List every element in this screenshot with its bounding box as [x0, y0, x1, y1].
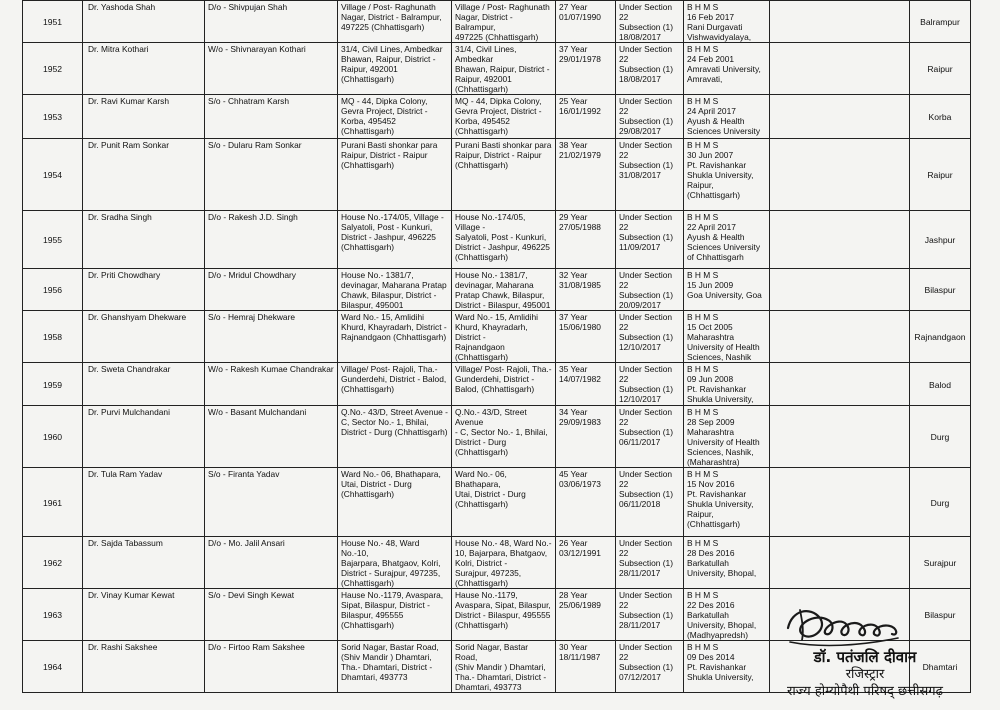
- registration-section-cell: Under Section 22 Subsection (1) 31/08/2017: [616, 139, 684, 211]
- age-dob-cell: 37 Year 15/06/1980: [556, 311, 616, 363]
- qualification-cell: B H M S 22 April 2017 Ayush & Health Sciences University of Chhattisgarh: [684, 211, 770, 269]
- qualification-cell: B H M S 30 Jun 2007 Pt. Ravishankar Shukla University, Raipur, (Chhattisgarh): [684, 139, 770, 211]
- qualification-cell: B H M S 09 Jun 2008 Pt. Ravishankar Shukla University,: [684, 363, 770, 406]
- serial-number-cell: 1959: [23, 363, 83, 406]
- correspondence-address-cell: Village/ Post- Rajoli, Tha.- Gunderdehi, District - Balod, (Chhattisgarh): [452, 363, 556, 406]
- table-row: [23, 468, 971, 537]
- serial-number-cell: 1960: [23, 406, 83, 468]
- age-dob-cell: 32 Year 31/08/1985: [556, 269, 616, 311]
- practitioner-name-cell: Dr. Sradha Singh: [83, 211, 205, 269]
- qualification-cell: B H M S 28 Sep 2009 Maharashtra University of Health Sciences, Nashik, (Maharashtra): [684, 406, 770, 468]
- permanent-address-cell: House No.-174/05, Village - Salyatoli, Post - Kunkuri, District - Jashpur, 496225 (Chhattisgarh): [338, 211, 452, 269]
- age-dob-cell: 26 Year 03/12/1991: [556, 537, 616, 589]
- blank-cell: [770, 1, 910, 43]
- table-row: [23, 311, 971, 363]
- qualification-cell: B H M S 24 April 2017 Ayush & Health Sciences University: [684, 95, 770, 139]
- blank-cell: [770, 211, 910, 269]
- registration-section-cell: Under Section 22 Subsection (1) 06/11/2017: [616, 406, 684, 468]
- qualification-cell: B H M S 28 Des 2016 Barkatullah University, Bhopal,: [684, 537, 770, 589]
- age-dob-cell: 29 Year 27/05/1988: [556, 211, 616, 269]
- practitioner-name-cell: Dr. Ghanshyam Dhekware: [83, 311, 205, 363]
- district-cell: Durg: [910, 468, 971, 537]
- official-organization: राज्य होम्योपैथी परिषद् छत्तीसगढ़: [787, 684, 943, 699]
- qualification-cell: B H M S 24 Feb 2001 Amravati University, Amravati,: [684, 43, 770, 95]
- registration-section-cell: Under Section 22 Subsection (1) 12/10/2017: [616, 363, 684, 406]
- serial-number-cell: 1958: [23, 311, 83, 363]
- correspondence-address-cell: Ward No.- 15, Amlidihi Khurd, Khayradarh, District - Rajnandgaon (Chhattisgarh): [452, 311, 556, 363]
- serial-number-cell: 1964: [23, 641, 83, 693]
- blank-cell: [770, 406, 910, 468]
- guardian-relation-cell: S/o - Dularu Ram Sonkar: [205, 139, 338, 211]
- correspondence-address-cell: House No.-174/05, Village - Salyatoli, Post - Kunkuri, District - Jashpur, 496225 (Chhattisgarh): [452, 211, 556, 269]
- permanent-address-cell: Hause No.-1179, Avaspara, Sipat, Bilaspur, District - Bilaspur, 495555 (Chhattisgarh): [338, 589, 452, 641]
- district-cell: Dhamtari: [910, 641, 971, 693]
- practitioner-name-cell: Dr. Sajda Tabassum: [83, 537, 205, 589]
- registration-section-cell: Under Section 22 Subsection (1) 12/10/2017: [616, 311, 684, 363]
- correspondence-address-cell: Sorid Nagar, Bastar Road, (Shiv Mandir ) Dhamtari, Tha.- Dhamtari, District - Dhamtari, 493773: [452, 641, 556, 693]
- blank-cell: [770, 537, 910, 589]
- permanent-address-cell: 31/4, Civil Lines, Ambedkar Bhawan, Raipur, District - Raipur, 492001 (Chhattisgarh): [338, 43, 452, 95]
- age-dob-cell: 34 Year 29/09/1983: [556, 406, 616, 468]
- serial-number-cell: 1953: [23, 95, 83, 139]
- practitioner-name-cell: Dr. Mitra Kothari: [83, 43, 205, 95]
- table-row: [23, 139, 971, 211]
- registration-section-cell: Under Section 22 Subsection (1) 20/09/2017: [616, 269, 684, 311]
- age-dob-cell: 30 Year 18/11/1987: [556, 641, 616, 693]
- practitioner-name-cell: Dr. Purvi Mulchandani: [83, 406, 205, 468]
- practitioner-name-cell: Dr. Tula Ram Yadav: [83, 468, 205, 537]
- qualification-cell: B H M S 15 Oct 2005 Maharashtra University of Health Sciences, Nashik: [684, 311, 770, 363]
- correspondence-address-cell: House No.- 48, Ward No.- 10, Bajarpara, Bhatgaov, Kolri, District - Surajpur, 497235, (Chhattisgarh): [452, 537, 556, 589]
- table-row: [23, 1, 971, 43]
- guardian-relation-cell: D/o - Mo. Jalil Ansari: [205, 537, 338, 589]
- registration-section-cell: Under Section 22 Subsection (1) 18/08/2017: [616, 1, 684, 43]
- registration-section-cell: Under Section 22 Subsection (1) 28/11/2017: [616, 537, 684, 589]
- practitioner-name-cell: Dr. Priti Chowdhary: [83, 269, 205, 311]
- permanent-address-cell: Village/ Post- Rajoli, Tha.- Gunderdehi, District - Balod, (Chhattisgarh): [338, 363, 452, 406]
- blank-cell: [770, 43, 910, 95]
- table-row: [23, 269, 971, 311]
- serial-number-cell: 1961: [23, 468, 83, 537]
- guardian-relation-cell: D/o - Firtoo Ram Sakshee: [205, 641, 338, 693]
- official-stamp: [760, 648, 970, 700]
- permanent-address-cell: House No.- 48, Ward No.-10, Bajarpara, Bhatgaov, Kolri, District - Surajpur, 497235, (Chhattisgarh): [338, 537, 452, 589]
- guardian-relation-cell: S/o - Devi Singh Kewat: [205, 589, 338, 641]
- age-dob-cell: 27 Year 01/07/1990: [556, 1, 616, 43]
- qualification-cell: B H M S 09 Des 2014 Pt. Ravishankar Shukla University,: [684, 641, 770, 693]
- district-cell: Bilaspur: [910, 589, 971, 641]
- age-dob-cell: 45 Year 03/06/1973: [556, 468, 616, 537]
- serial-number-cell: 1952: [23, 43, 83, 95]
- qualification-cell: B H M S 16 Feb 2017 Rani Durgavati Vishwavidyalaya,: [684, 1, 770, 43]
- guardian-relation-cell: S/o - Chhatram Karsh: [205, 95, 338, 139]
- official-name: डॉ. पतंजलि दीवान: [813, 648, 917, 666]
- serial-number-cell: 1955: [23, 211, 83, 269]
- district-cell: Durg: [910, 406, 971, 468]
- district-cell: Balrampur: [910, 1, 971, 43]
- correspondence-address-cell: 31/4, Civil Lines, Ambedkar Bhawan, Raipur, District - Raipur, 492001 (Chhattisgarh): [452, 43, 556, 95]
- correspondence-address-cell: Q.No.- 43/D, Street Avenue - C, Sector No.- 1, Bhilai, District - Durg (Chhattisgarh): [452, 406, 556, 468]
- blank-cell: [770, 363, 910, 406]
- permanent-address-cell: Village / Post- Raghunath Nagar, District - Balrampur, 497225 (Chhattisgarh): [338, 1, 452, 43]
- guardian-relation-cell: D/o - Mridul Chowdhary: [205, 269, 338, 311]
- age-dob-cell: 38 Year 21/02/1979: [556, 139, 616, 211]
- permanent-address-cell: Sorid Nagar, Bastar Road, (Shiv Mandir ) Dhamtari, Tha.- Dhamtari, District - Dhamtari, 493773: [338, 641, 452, 693]
- table-row: [23, 43, 971, 95]
- blank-cell: [770, 95, 910, 139]
- table-row: [23, 211, 971, 269]
- serial-number-cell: 1962: [23, 537, 83, 589]
- serial-number-cell: 1954: [23, 139, 83, 211]
- practitioner-name-cell: Dr. Sweta Chandrakar: [83, 363, 205, 406]
- practitioner-name-cell: Dr. Vinay Kumar Kewat: [83, 589, 205, 641]
- correspondence-address-cell: Purani Basti shonkar para Raipur, District - Raipur (Chhattisgarh): [452, 139, 556, 211]
- practitioner-name-cell: Dr. Ravi Kumar Karsh: [83, 95, 205, 139]
- age-dob-cell: 25 Year 16/01/1992: [556, 95, 616, 139]
- serial-number-cell: 1963: [23, 589, 83, 641]
- district-cell: Raipur: [910, 139, 971, 211]
- age-dob-cell: 37 Year 29/01/1978: [556, 43, 616, 95]
- practitioner-name-cell: Dr. Rashi Sakshee: [83, 641, 205, 693]
- table-row: [23, 363, 971, 406]
- permanent-address-cell: Purani Basti shonkar para Raipur, District - Raipur (Chhattisgarh): [338, 139, 452, 211]
- guardian-relation-cell: W/o - Shivnarayan Kothari: [205, 43, 338, 95]
- serial-number-cell: 1951: [23, 1, 83, 43]
- guardian-relation-cell: S/o - Firanta Yadav: [205, 468, 338, 537]
- permanent-address-cell: MQ - 44, Dipka Colony, Gevra Project, District - Korba, 495452 (Chhattisgarh): [338, 95, 452, 139]
- table-row: [23, 95, 971, 139]
- qualification-cell: B H M S 22 Des 2016 Barkatullah University, Bhopal, (Madhyapredsh): [684, 589, 770, 641]
- guardian-relation-cell: S/o - Hemraj Dhekware: [205, 311, 338, 363]
- table-row: [23, 406, 971, 468]
- district-cell: Korba: [910, 95, 971, 139]
- permanent-address-cell: Ward No.- 15, Amlidihi Khurd, Khayradarh, District - Rajnandgaon (Chhattisgarh): [338, 311, 452, 363]
- table-body: [23, 1, 971, 693]
- district-cell: Raipur: [910, 43, 971, 95]
- practitioner-name-cell: Dr. Yashoda Shah: [83, 1, 205, 43]
- age-dob-cell: 28 Year 25/06/1989: [556, 589, 616, 641]
- correspondence-address-cell: Hause No.-1179, Avaspara, Sipat, Bilaspur, District - Bilaspur, 495555 (Chhattisgarh): [452, 589, 556, 641]
- blank-cell: [770, 269, 910, 311]
- practitioner-name-cell: Dr. Punit Ram Sonkar: [83, 139, 205, 211]
- registration-section-cell: Under Section 22 Subsection (1) 29/08/2017: [616, 95, 684, 139]
- blank-cell: [770, 139, 910, 211]
- blank-cell: [770, 311, 910, 363]
- blank-cell: [770, 468, 910, 537]
- qualification-cell: B H M S 15 Nov 2016 Pt. Ravishankar Shukla University, Raipur, (Chhattisgarh): [684, 468, 770, 537]
- guardian-relation-cell: W/o - Basant Mulchandani: [205, 406, 338, 468]
- permanent-address-cell: Q.No.- 43/D, Street Avenue - C, Sector No.- 1, Bhilai, District - Durg (Chhattisgarh): [338, 406, 452, 468]
- registration-section-cell: Under Section 22 Subsection (1) 18/08/2017: [616, 43, 684, 95]
- registration-table: [22, 0, 971, 693]
- correspondence-address-cell: MQ - 44, Dipka Colony, Gevra Project, District - Korba, 495452 (Chhattisgarh): [452, 95, 556, 139]
- guardian-relation-cell: D/o - Rakesh J.D. Singh: [205, 211, 338, 269]
- serial-number-cell: 1956: [23, 269, 83, 311]
- permanent-address-cell: Ward No.- 06, Bhathapara, Utai, District - Durg (Chhattisgarh): [338, 468, 452, 537]
- registration-section-cell: Under Section 22 Subsection (1) 11/09/2017: [616, 211, 684, 269]
- official-designation: रजिस्ट्रार: [845, 667, 885, 682]
- district-cell: Bilaspur: [910, 269, 971, 311]
- correspondence-address-cell: House No.- 1381/7, devinagar, Maharana Pratap Chawk, Bilaspur, District - Bilaspur, 495001: [452, 269, 556, 311]
- correspondence-address-cell: Village / Post- Raghunath Nagar, District - Balrampur, 497225 (Chhattisgarh): [452, 1, 556, 43]
- registration-section-cell: Under Section 22 Subsection (1) 28/11/2017: [616, 589, 684, 641]
- district-cell: Surajpur: [910, 537, 971, 589]
- table-row: [23, 537, 971, 589]
- guardian-relation-cell: D/o - Shivpujan Shah: [205, 1, 338, 43]
- registration-section-cell: Under Section 22 Subsection (1) 07/12/2017: [616, 641, 684, 693]
- permanent-address-cell: House No.- 1381/7, devinagar, Maharana Pratap Chawk, Bilaspur, District - Bilaspur, 495001: [338, 269, 452, 311]
- district-cell: Balod: [910, 363, 971, 406]
- registration-section-cell: Under Section 22 Subsection (1) 06/11/2018: [616, 468, 684, 537]
- age-dob-cell: 35 Year 14/07/1982: [556, 363, 616, 406]
- correspondence-address-cell: Ward No.- 06, Bhathapara, Utai, District - Durg (Chhattisgarh): [452, 468, 556, 537]
- guardian-relation-cell: W/o - Rakesh Kumae Chandrakar: [205, 363, 338, 406]
- district-cell: Jashpur: [910, 211, 971, 269]
- district-cell: Rajnandgaon: [910, 311, 971, 363]
- qualification-cell: B H M S 15 Jun 2009 Goa University, Goa: [684, 269, 770, 311]
